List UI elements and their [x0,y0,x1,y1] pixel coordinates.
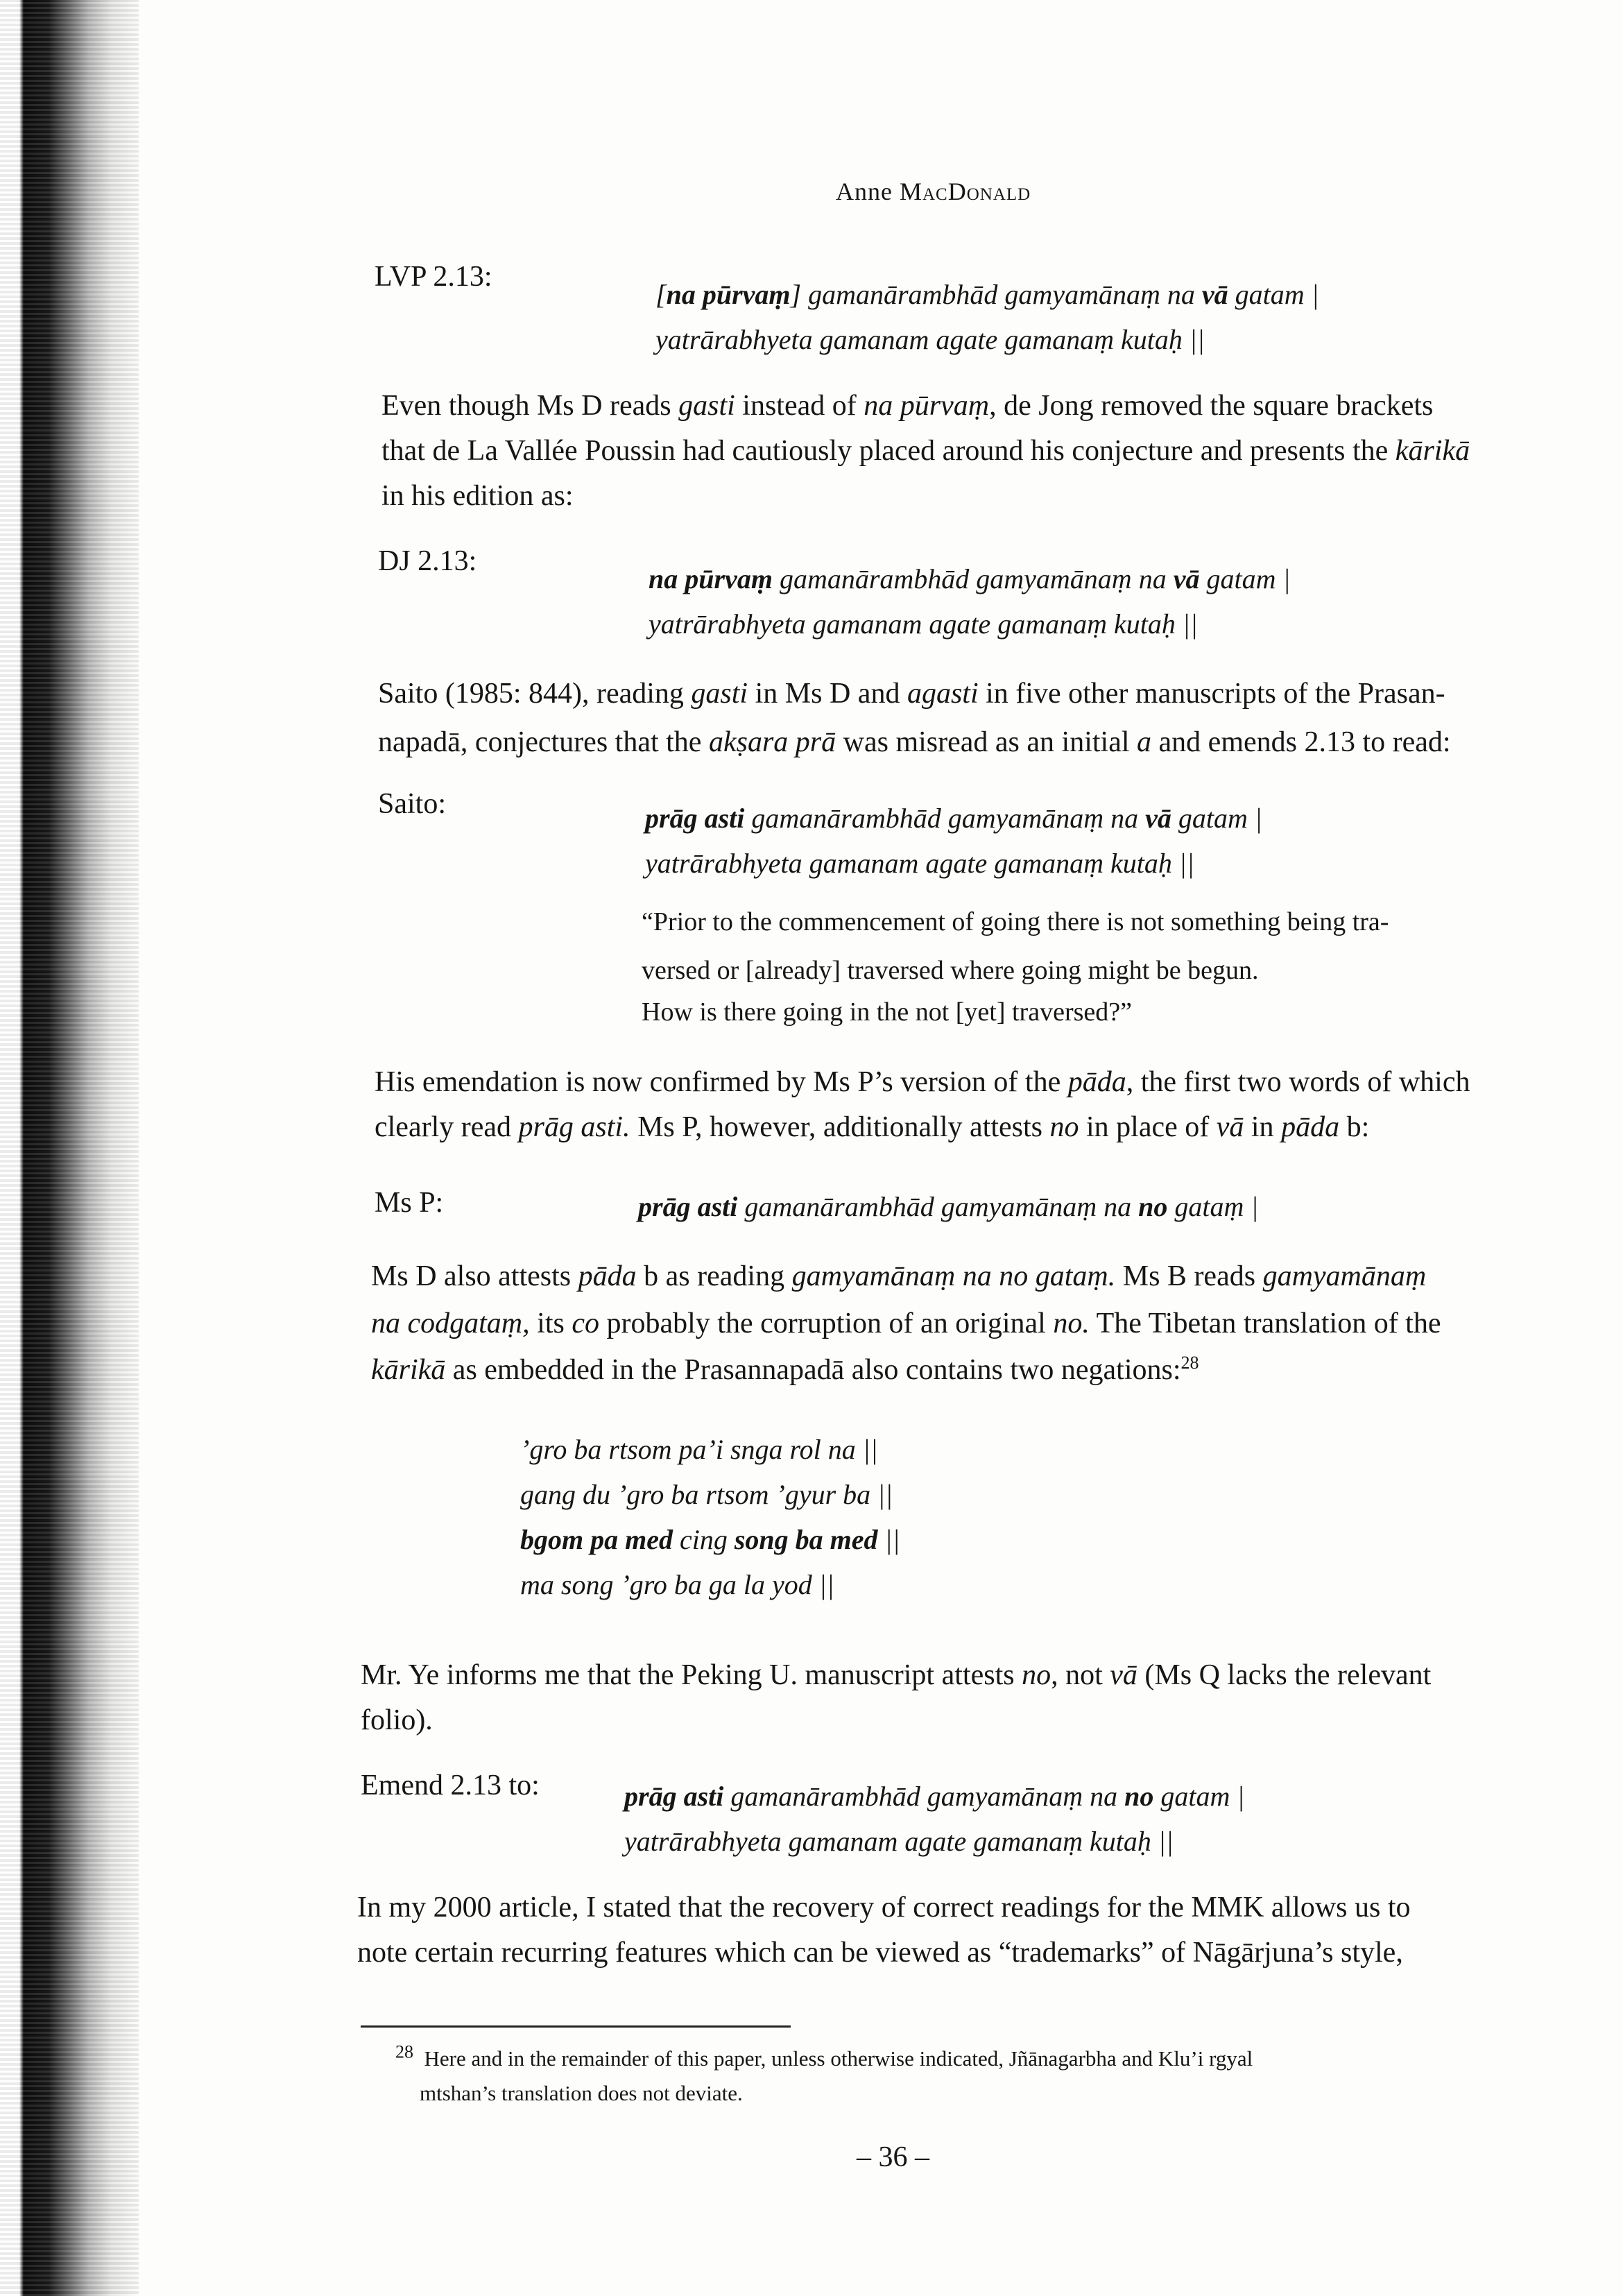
paragraph-2-line-2: napadā, conjectures that the akṣara prā was misread as an initial a and emends 2.13 to read: [378,726,1451,758]
verse-label-saito: Saito: [378,788,447,820]
verse-lvp-line-2: yatrārabhyeta gamanam agate gamanaṃ kutaḥ || [655,324,1205,355]
paragraph-1-line-3: in his edition as: [381,480,574,512]
verse-dj-line-2: yatrārabhyeta gamanam agate gamanaṃ kutaḥ || [649,608,1198,640]
verse-lvp-line-1: [na pūrvaṃ] gamanārambhād gamyamānaṃ na vā gatam | [655,279,1319,310]
verse-label-emend: Emend 2.13 to: [361,1770,540,1801]
tibetan-line-4: ma song ’gro ba ga la yod || [520,1569,834,1600]
tibetan-line-2: gang du ’gro ba rtsom ’gyur ba || [520,1479,893,1510]
paragraph-1-line-2: that de La Vallée Poussin had cautiously placed around his conjecture and presents the kārikā [381,435,1470,467]
paragraph-5-line-2: folio). [361,1704,433,1736]
verse-label-lvp: LVP 2.13: [375,261,492,293]
paragraph-3-line-1: His emendation is now confirmed by Ms P’s version of the pāda, the first two words of which [375,1066,1470,1098]
paragraph-4-line-3: kārikā as embedded in the Prasannapadā also contains two negations:$^{28}$ [371,1353,1199,1386]
paragraph-4-line-1: Ms D also attests pāda b as reading gamyamānaṃ na no gataṃ. Ms B reads gamyamānaṃ [371,1260,1427,1292]
paragraph-4-line-2: na codgataṃ, its co probably the corruption of an original no. The Tibetan translation of the [371,1308,1441,1339]
footnote-28-line-1: $^{28}$ Here and in the remainder of this paper, unless otherwise indicated, Jñānagarbha and Klu’i rgyal [395,2041,1253,2071]
footnote-28-line-2: mtshan’s translation does not deviate. [420,2081,743,2105]
running-head: Anne MacDonald [836,178,1031,205]
paragraph-2-line-1: Saito (1985: 844), reading gasti in Ms D and agasti in five other manuscripts of the Prasan- [378,678,1445,710]
verse-saito-line-1: prāg asti gamanārambhād gamyamānaṃ na vā gatam | [645,803,1262,834]
paragraph-6-line-1: In my 2000 article, I stated that the recovery of correct readings for the MMK allows us to [357,1892,1411,1924]
footnote-number: 28 [395,2041,413,2062]
paragraph-5-line-1: Mr. Ye informs me that the Peking U. manuscript attests no, not vā (Ms Q lacks the relevant [361,1659,1432,1691]
verse-label-dj: DJ 2.13: [378,545,477,577]
verse-label-ms-p: Ms P: [375,1187,444,1219]
verse-saito-line-2: yatrārabhyeta gamanam agate gamanaṃ kutaḥ || [645,848,1194,879]
paragraph-6-line-2: note certain recurring features which can be viewed as “trademarks” of Nāgārjuna’s style, [357,1937,1403,1969]
paragraph-1-line-1: Even though Ms D reads gasti instead of na pūrvaṃ, de Jong removed the square brackets [381,390,1434,422]
page-number: – 36 – [857,2141,929,2173]
tibetan-line-3: bgom pa med cing song ba med || [520,1524,900,1555]
verse-emend-line-1: prāg asti gamanārambhād gamyamānaṃ na no gatam | [624,1781,1245,1812]
translation-line-2: versed or [already] traversed where going might be begun. [642,956,1259,985]
tibetan-line-1: ’gro ba rtsom pa’i snga rol na || [520,1434,878,1465]
translation-line-1: “Prior to the commencement of going there is not something being tra- [642,907,1389,936]
verse-emend-line-2: yatrārabhyeta gamanam agate gamanaṃ kutaḥ || [624,1826,1174,1857]
verse-ms-p-line-1: prāg asti gamanārambhād gamyamānaṃ na no gataṃ | [638,1191,1259,1222]
scan-edge-shadow [0,0,139,2296]
footnote-ref-28[interactable]: 28 [1180,1353,1199,1373]
verse-dj-line-1: na pūrvaṃ gamanārambhād gamyamānaṃ na vā gatam | [649,563,1291,594]
footnote-rule [361,2025,791,2028]
paragraph-3-line-2: clearly read prāg asti. Ms P, however, additionally attests no in place of vā in pāda b: [375,1111,1370,1143]
translation-line-3: How is there going in the not [yet] traversed?” [642,997,1132,1027]
